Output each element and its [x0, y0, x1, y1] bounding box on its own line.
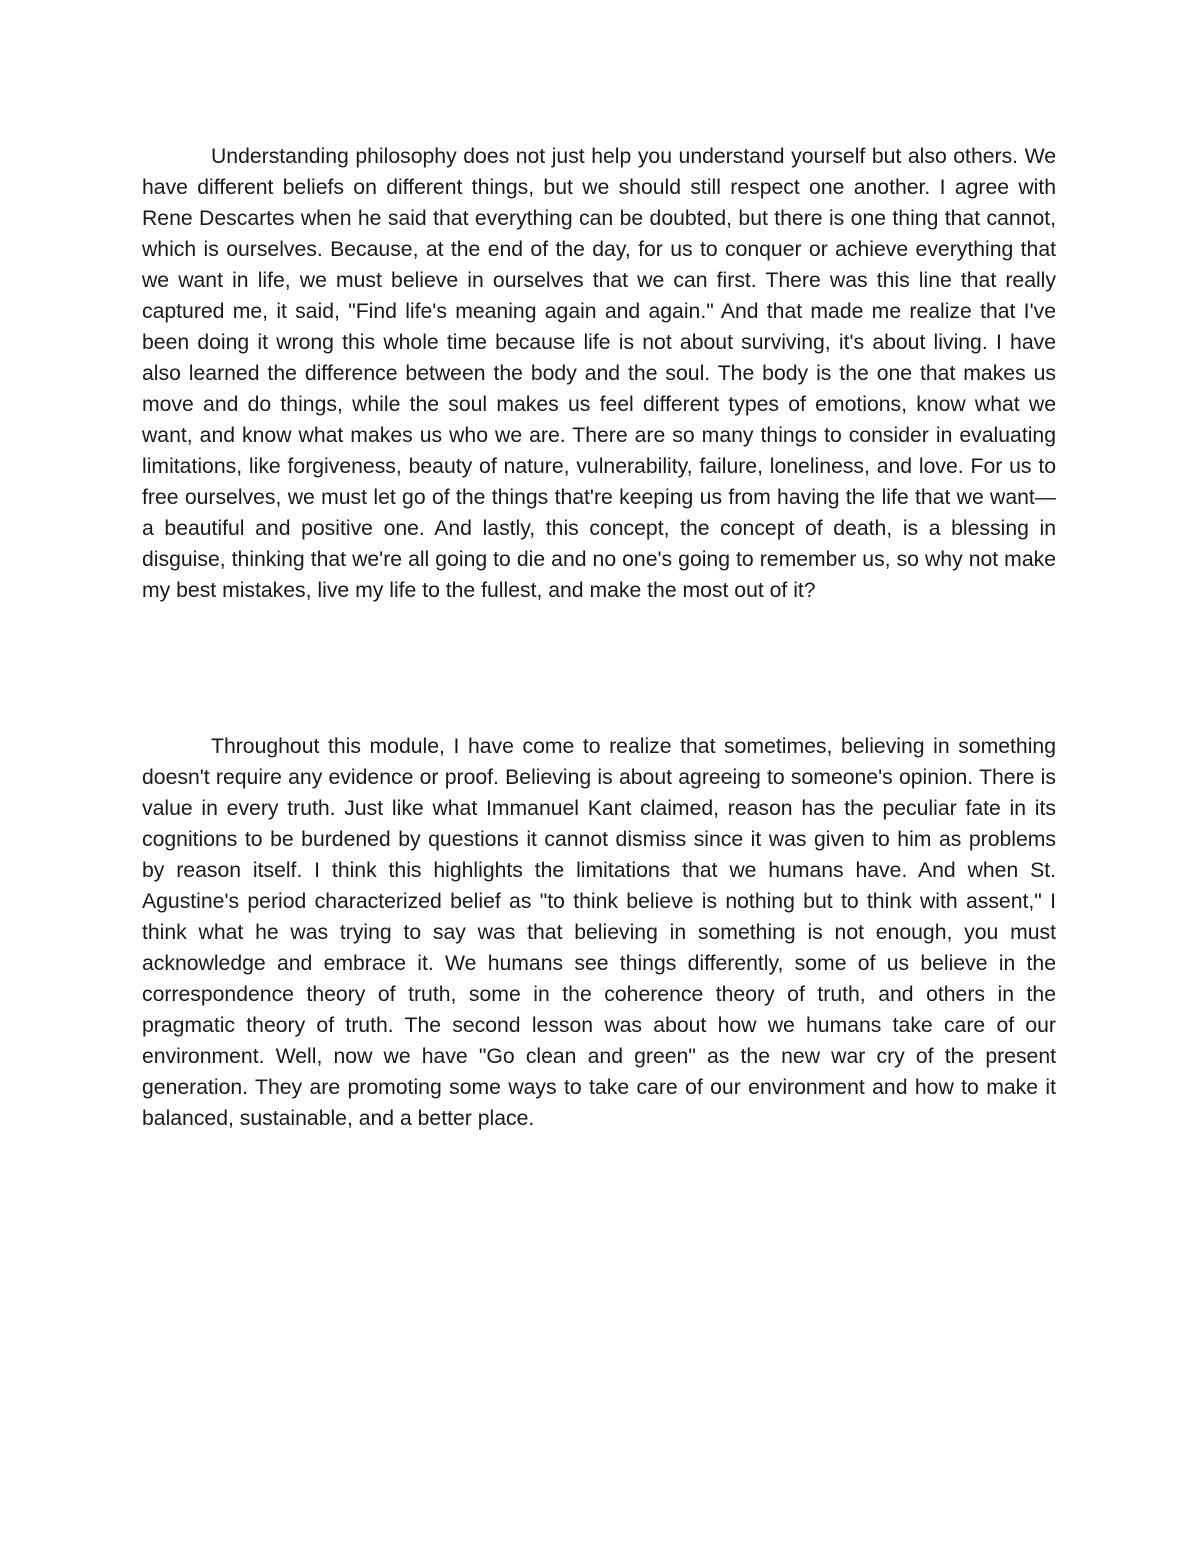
paragraph-philosophy-reflection: Understanding philosophy does not just help you understand yourself but also others. We have different beliefs on different things, but we should still respect one another. I agree with Rene Descartes when he said that everything can be doubted, but there is one thing that cannot, which is ourselves. Because, at the end of the day, for us to conquer or achieve everything that we want in life, we must believe in ourselves that we can first. There was this line that really captured me, it said, "Find life's meaning again and again." And that made me realize that I've been doing it wrong this whole time because life is not about surviving, it's about living. I have also learned the difference between the body and the soul. The body is the one that makes us move and do things, while the soul makes us feel different types of emotions, know what we want, and know what makes us who we are. There are so many things to consider in evaluating limitations, like forgiveness, beauty of nature, vulnerability, failure, loneliness, and love. For us to free ourselves, we must let go of the things that're keeping us from having the life that we want—a beautiful and positive one. And lastly, this concept, the concept of death, is a blessing in disguise, thinking that we're all going to die and no one's going to remember us, so why not make my best mistakes, live my life to the fullest, and make the most out of it? [142, 145, 1056, 602]
paragraph-module-reflection: Throughout this module, I have come to realize that sometimes, believing in something doesn't require any evidence or proof. Believing is about agreeing to someone's opinion. There is value in every truth. Just like what Immanuel Kant claimed, reason has the peculiar fate in its cognitions to be burdened by questions it cannot dismiss since it was given to him as problems by reason itself. I think this highlights the limitations that we humans have. And when St. Agustine's period characterized belief as "to think believe is nothing but to think with assent," I think what he was trying to say was that believing in something is not enough, you must acknowledge and embrace it. We humans see things differently, some of us believe in the correspondence theory of truth, some in the coherence theory of truth, and others in the pragmatic theory of truth. The second lesson was about how we humans take care of our environment. Well, now we have "Go clean and green" as the new war cry of the present generation. They are promoting some ways to take care of our environment and how to make it balanced, sustainable, and a better place. [142, 735, 1056, 1130]
